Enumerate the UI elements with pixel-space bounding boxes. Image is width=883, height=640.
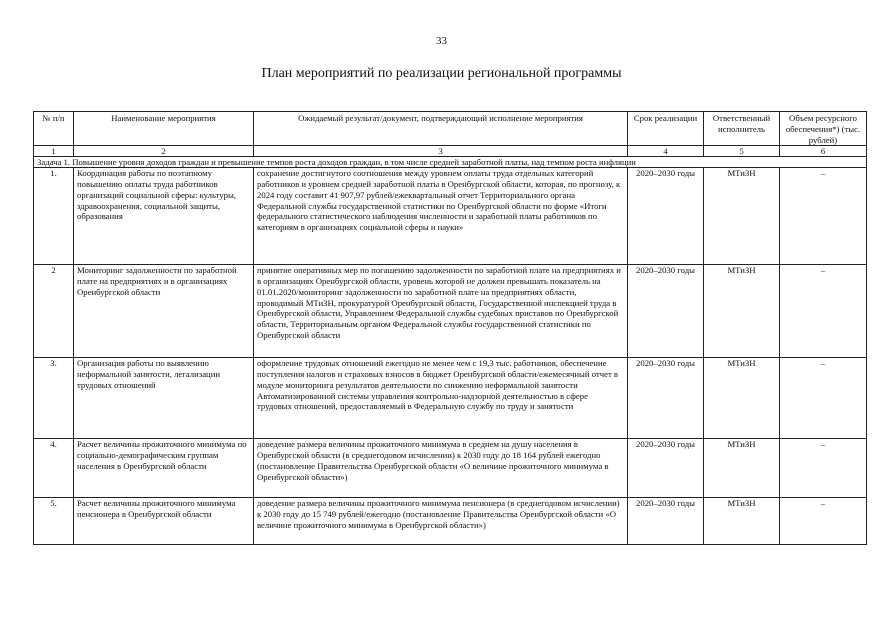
responsible-executor: МТиЗН <box>704 358 780 439</box>
column-number: 4 <box>628 146 704 157</box>
implementation-term: 2020–2030 годы <box>628 439 704 498</box>
task-row <box>34 157 867 168</box>
row-number: 2 <box>34 265 74 358</box>
header-volume: Объем ресурсного обеспечения*) (тыс. рублей) <box>780 112 867 146</box>
table-row <box>34 358 867 439</box>
responsible-executor: МТиЗН <box>704 168 780 265</box>
header-responsible: Ответственный исполнитель <box>704 112 780 146</box>
resource-volume: – <box>780 439 867 498</box>
column-number: 2 <box>74 146 254 157</box>
responsible-executor: МТиЗН <box>704 498 780 545</box>
resource-volume: – <box>780 168 867 265</box>
column-numbers-row <box>34 146 867 157</box>
plan-table <box>33 111 867 545</box>
header-num: № п/п <box>34 112 74 146</box>
implementation-term: 2020–2030 годы <box>628 265 704 358</box>
task-heading: Задача 1. Повышение уровня доходов граждан и превышение темпов роста доходов граждан, в том числе средней заработной платы, над темпом роста инфляции <box>34 157 867 168</box>
activity-name: Мониторинг задолженности по заработной плате на предприятиях и в организациях Оренбургской области <box>74 265 254 358</box>
page-title: План мероприятий по реализации региональной программы <box>261 66 622 81</box>
expected-result: принятие оперативных мер по погашению задолженности по заработной плате на предприятиях и в организациях Оренбургской области, уровень которой не должен превышать показатель на 01.01.2020/мониторинг задолженности по заработной плате на предприятиях области, проводимый МТиЗН, прокуратурой Оренбургской области, Государственной инспекцией труда в Оренбургской области, Управлением Федеральной службы судебных приставов по Оренбургской области, Территориальным органом Федеральной службы государственной статистики по Оренбургской области <box>254 265 628 358</box>
header-name: Наименование мероприятия <box>74 112 254 146</box>
expected-result: оформление трудовых отношений ежегодно не менее чем с 19,3 тыс. работников, обеспечение поступления налогов и страховых взносов в бюджет Оренбургской области/ежемесячный отчет в модуле мониторинга результатов деятельности по снижению неформальной занятости Автоматизированной системы управления контрольно-надзорной деятельностью в сфере трудовых отношений, предоставляемый в Федеральную службу по труду и занятости <box>254 358 628 439</box>
row-number: 3. <box>34 358 74 439</box>
column-number: 5 <box>704 146 780 157</box>
resource-volume: – <box>780 498 867 545</box>
column-number: 3 <box>254 146 628 157</box>
table-row <box>34 168 867 265</box>
table-row <box>34 265 867 358</box>
activity-name: Организация работы по выявлению неформальной занятости, легализации трудовых отношений <box>74 358 254 439</box>
resource-volume: – <box>780 265 867 358</box>
expected-result: доведение размера величины прожиточного минимума в среднем на душу населения в Оренбургской области (в среднегодовом исчислении) к 2030 году до 18 164 рублей ежегодно (постановление Правительства Оренбургской области «О величине прожиточного минимума в Оренбургской области») <box>254 439 628 498</box>
responsible-executor: МТиЗН <box>704 439 780 498</box>
activity-name: Координация работы по поэтапному повышению оплаты труда работников организаций социальной сферы: культуры, здравоохранения, социальной защиты, образования <box>74 168 254 265</box>
header-row <box>34 112 867 146</box>
implementation-term: 2020–2030 годы <box>628 168 704 265</box>
row-number: 1. <box>34 168 74 265</box>
column-number: 6 <box>780 146 867 157</box>
activity-name: Расчет величины прожиточного минимума по социально-демографическим группам населения в Оренбургской области <box>74 439 254 498</box>
expected-result: доведение размера величины прожиточного минимума пенсионера (в среднегодовом исчислении) к 2030 году до 15 749 рублей/ежегодно (постановление Правительства Оренбургской области «О величине прожиточного минимума в Оренбургской области») <box>254 498 628 545</box>
row-number: 4. <box>34 439 74 498</box>
page-number: 33 <box>436 35 447 47</box>
responsible-executor: МТиЗН <box>704 265 780 358</box>
table-row <box>34 498 867 545</box>
activity-name: Расчет величины прожиточного минимума пенсионера в Оренбургской области <box>74 498 254 545</box>
header-term: Срок реализации <box>628 112 704 146</box>
header-result: Ожидаемый результат/документ, подтверждающий исполнение мероприятия <box>254 112 628 146</box>
row-number: 5. <box>34 498 74 545</box>
expected-result: сохранение достигнутого соотношения между уровнем оплаты труда отдельных категорий работников и уровнем средней заработной платы в Оренбургской области, которая, по прогнозу, к 2024 году составит 41 907,97 рублей/ежеквартальный отчет Территориального органа Федеральной службы государственной статистики по Оренбургской области по форме «Итоги федерального статистического наблюдения численности и заработной платы работников по категориям в организациях социальной сферы и науки» <box>254 168 628 265</box>
column-number: 1 <box>34 146 74 157</box>
table-row <box>34 439 867 498</box>
resource-volume: – <box>780 358 867 439</box>
implementation-term: 2020–2030 годы <box>628 498 704 545</box>
implementation-term: 2020–2030 годы <box>628 358 704 439</box>
